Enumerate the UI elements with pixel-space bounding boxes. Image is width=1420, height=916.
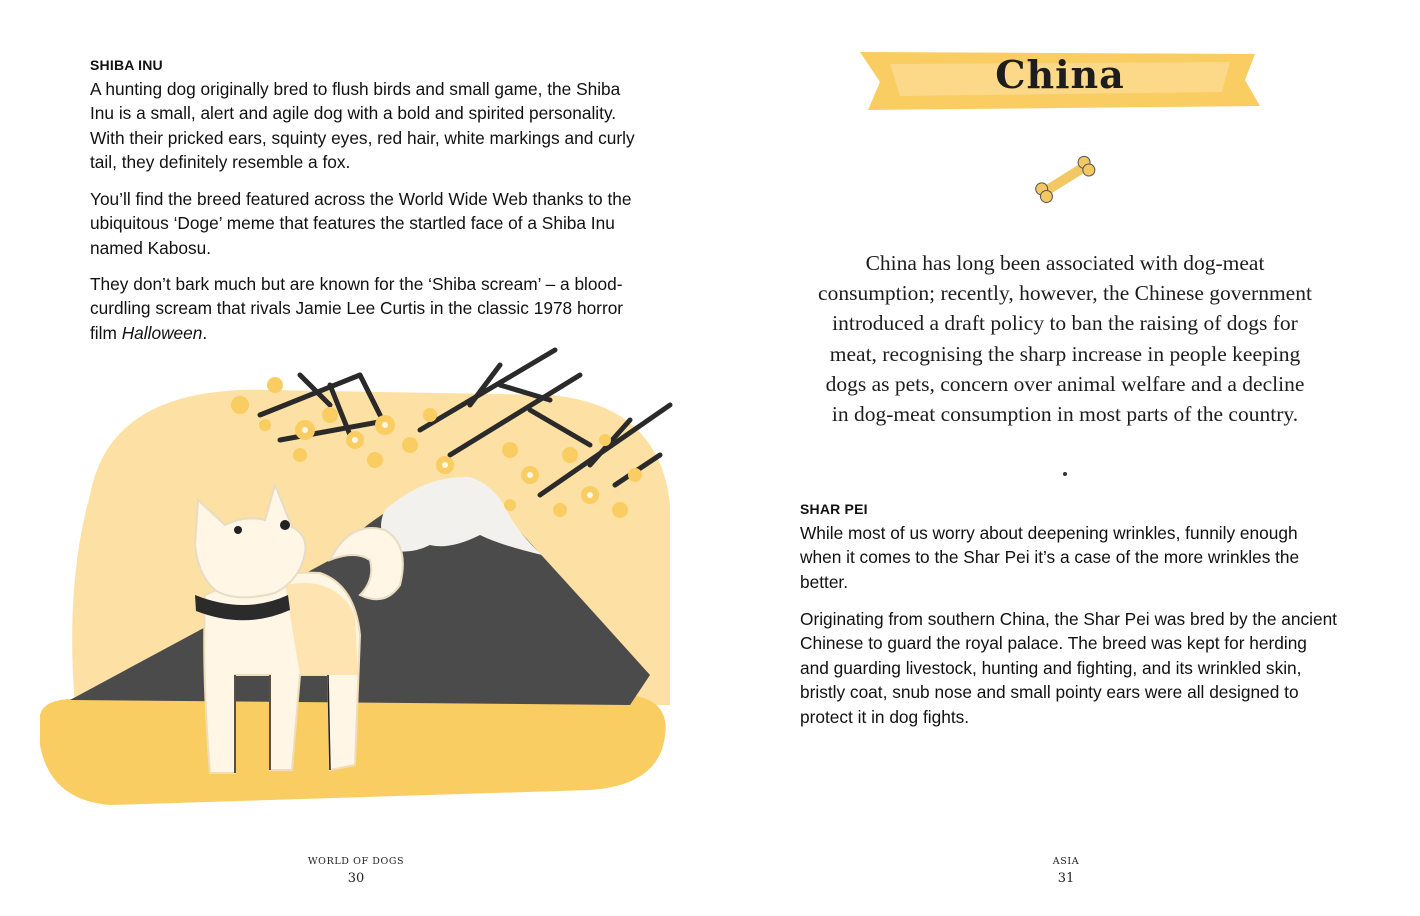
page-number: 31 <box>1057 871 1075 886</box>
shar-pei-paragraph-1: While most of us worry about deepening wrinkles, funnily enough when it comes to the Shar Pei it’s a case of the more wrinkles the better. <box>800 523 1300 592</box>
shiba-paragraph-3-text: They don’t bark much but are known for the ‘Shiba scream’ – a blood-curdling scream that rivals Jamie Lee Curtis in the classic 1978 horror film <box>90 274 624 343</box>
folio-right <box>966 856 1166 886</box>
page-number: 30 <box>347 871 365 886</box>
shiba-inu-illustration <box>30 345 680 825</box>
section-heading-shar-pei: SHAR PEI <box>800 501 868 517</box>
shiba-paragraph-3 <box>90 272 638 345</box>
folio-left <box>256 856 456 886</box>
chapter-title: China <box>995 52 1125 97</box>
shiba-paragraph-1: A hunting dog originally bred to flush birds and small game, the Shiba Inu is a small, alert and agile dog with a bold and spirited personality. With their pricked ears, squinty eyes, red hair, white markings and curly tail, they definitely resemble a fox. <box>90 79 635 173</box>
film-title: Halloween <box>121 322 203 343</box>
bone-icon <box>1020 148 1110 210</box>
section-heading-shiba-inu: SHIBA INU <box>90 57 163 73</box>
divider-dot <box>1063 472 1067 476</box>
running-head: WORLD OF DOGS <box>307 856 405 867</box>
chapter-intro: China has long been associated with dog-meat consumption; recently, however, the Chinese government introduced a draft policy to ban the raising of dogs for meat, recognising the sharp increase in people keeping dogs as pets, concern over animal welfare and a decline in dog-meat consumption in most parts of the country. <box>818 251 1312 427</box>
shiba-paragraph-3-end: . <box>202 322 208 343</box>
running-head: ASIA <box>1052 856 1080 867</box>
shiba-paragraph-2: You’ll find the breed featured across the World Wide Web thanks to the ubiquitous ‘Doge’ meme that features the startled face of a Shiba Inu named Kabosu. <box>90 189 632 258</box>
shar-pei-paragraph-2: Originating from southern China, the Shar Pei was bred by the ancient Chinese to guard the royal palace. The breed was kept for herding and guarding livestock, hunting and fighting, and its wrinkled skin, bristly coat, snub nose and small pointy ears were all designed to protect it in dog fights. <box>800 609 1337 727</box>
right-page <box>710 0 1420 916</box>
